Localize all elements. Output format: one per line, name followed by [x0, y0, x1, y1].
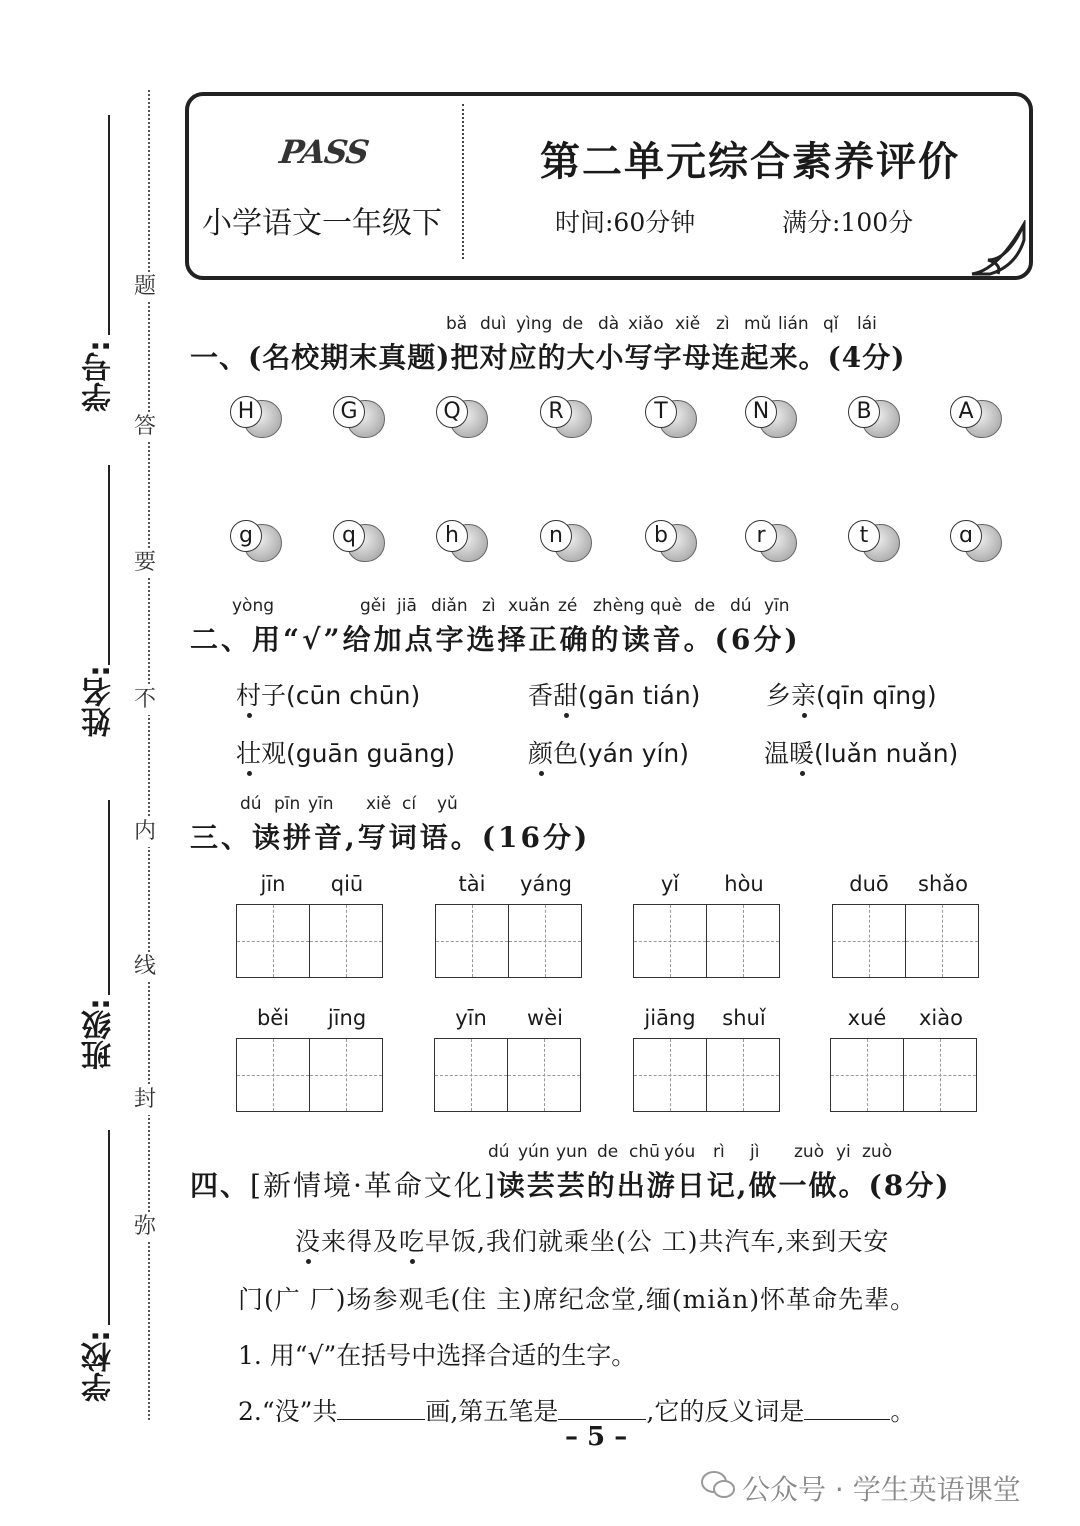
- writing-cell[interactable]: [903, 1038, 977, 1112]
- q2-pinyin: zé: [558, 596, 578, 616]
- seal-char: 内: [134, 817, 156, 847]
- q4-sub1: 1. 用“√”在括号中选择合适的生字。: [238, 1341, 637, 1370]
- uppercase-letter-bubble[interactable]: [333, 396, 385, 440]
- antonym-blank[interactable]: [804, 1419, 890, 1420]
- q1-pinyin: lián: [778, 314, 809, 334]
- reading-choice-item[interactable]: [236, 676, 420, 712]
- wechat-icon: [700, 1470, 736, 1500]
- grid-pinyin: jiāng: [644, 1006, 696, 1030]
- writing-cell[interactable]: [309, 1038, 383, 1112]
- dotted-char: 暖: [789, 739, 815, 768]
- uppercase-letter-bubble[interactable]: [436, 396, 488, 440]
- seal-char: 线: [134, 952, 156, 982]
- writing-cell[interactable]: [434, 1038, 508, 1112]
- lowercase-letter-bubble[interactable]: [436, 520, 488, 564]
- q4-pinyin: chū: [629, 1142, 660, 1162]
- lowercase-letter-bubble[interactable]: [333, 520, 385, 564]
- letter: n: [540, 520, 572, 552]
- q4-dot-char: 吃: [399, 1227, 426, 1256]
- writing-cell[interactable]: [236, 1038, 310, 1112]
- q4-sub2-text: 画,第五笔是: [425, 1397, 559, 1426]
- q4-pinyin: rì: [713, 1142, 725, 1162]
- q1-pinyin: zì: [716, 314, 730, 334]
- q4-pinyin: dú: [488, 1142, 510, 1162]
- q4-title-prefix: 四、: [190, 1169, 251, 1202]
- q2-pinyin: gěi: [360, 596, 386, 616]
- lowercase-letter-bubble[interactable]: [540, 520, 592, 564]
- writing-cell[interactable]: [633, 1038, 707, 1112]
- pinyin-options: (qīn qīng): [816, 681, 937, 710]
- grid-pinyin: běi: [256, 1006, 290, 1030]
- letter: ɑ: [950, 520, 982, 552]
- q1-pinyin: dà: [598, 314, 620, 334]
- stroke-count-blank[interactable]: [337, 1419, 425, 1420]
- q2-title: 二、用“√”给加点字选择正确的读音。(6分): [190, 623, 801, 656]
- grid-pinyin: jīn: [260, 872, 286, 896]
- q4-text: 早饭,我们就乘坐(公 工)共汽车,来到天安: [425, 1227, 890, 1256]
- seal-char: 不: [134, 685, 156, 715]
- q3-title: 三、读拼音,写词语。(16分): [190, 821, 591, 854]
- q4-paragraph-line2: 门(广 厂)场参观毛(住 主)席纪念堂,缅(miǎn)怀革命先辈。: [238, 1285, 917, 1314]
- q4-dot-char: 没: [295, 1227, 322, 1256]
- letter: r: [745, 520, 777, 552]
- pinyin-options: (cūn chūn): [286, 681, 421, 710]
- school-line: [108, 1130, 110, 1325]
- grid-pinyin: qiū: [330, 872, 364, 896]
- grid-pinyin: tài: [458, 872, 486, 896]
- q1-pinyin: xiě: [675, 314, 701, 334]
- letter: b: [645, 520, 677, 552]
- dotted-char: 壮: [236, 739, 262, 768]
- seal-char: 答: [134, 412, 156, 442]
- grid-pinyin: jīng: [327, 1006, 367, 1030]
- letter: G: [333, 396, 365, 428]
- writing-cell[interactable]: [832, 904, 906, 978]
- header-divider: [462, 104, 464, 259]
- subject-label: 小学语文一年级下: [202, 206, 442, 241]
- reading-choice-item[interactable]: [766, 676, 937, 712]
- fifth-stroke-blank[interactable]: [558, 1419, 646, 1420]
- writing-cell[interactable]: [508, 904, 582, 978]
- q4-pinyin: de: [597, 1142, 619, 1162]
- letter: A: [950, 396, 982, 428]
- full-score-label: 满分:100分: [782, 208, 914, 237]
- q4-pinyin: yi: [836, 1142, 851, 1162]
- letter: T: [645, 396, 677, 428]
- letter: H: [230, 396, 262, 428]
- q2-pinyin: zì: [482, 596, 496, 616]
- q3-pinyin: yǔ: [437, 794, 458, 814]
- q4-pinyin: zuò: [794, 1142, 825, 1162]
- class-label: 班级:: [82, 998, 117, 1070]
- q4-pinyin: yun: [556, 1142, 588, 1162]
- q3-pinyin: xiě: [366, 794, 392, 814]
- student-id-line: [108, 115, 110, 335]
- watermark: 公众号 · 学生英语课堂: [742, 1473, 1021, 1506]
- name-label: 姓名:: [82, 665, 117, 737]
- q2-pinyin: de: [694, 596, 716, 616]
- seal-char: 题: [134, 272, 156, 302]
- writing-cell[interactable]: [309, 904, 383, 978]
- writing-cell[interactable]: [830, 1038, 904, 1112]
- page-title: 第二单元综合素养评价: [540, 138, 960, 185]
- grid-pinyin: yīn: [455, 1006, 487, 1030]
- grid-pinyin: xiào: [919, 1006, 963, 1030]
- q1-pinyin: mǔ: [744, 314, 772, 334]
- lowercase-letter-bubble[interactable]: [950, 520, 1002, 564]
- writing-cell[interactable]: [435, 904, 509, 978]
- q2-pinyin: jiā: [397, 596, 417, 616]
- grid-pinyin: xué: [847, 1006, 887, 1030]
- seal-char: 封: [134, 1085, 156, 1115]
- q1-pinyin: bǎ: [446, 314, 468, 334]
- letter: Q: [436, 396, 468, 428]
- pinyin-options: (yán yín): [578, 739, 690, 768]
- uppercase-letter-bubble[interactable]: [848, 396, 900, 440]
- q1-pinyin: lái: [857, 314, 877, 334]
- q2-pinyin: dú: [730, 596, 752, 616]
- page-curl-icon: [968, 220, 1030, 278]
- q2-pinyin: xuǎn: [508, 596, 551, 616]
- pinyin-options: (gān tián): [578, 681, 701, 710]
- grid-pinyin: shǎo: [918, 872, 968, 896]
- word-char: 子: [261, 681, 287, 710]
- word-char: 色: [553, 739, 579, 768]
- q2-pinyin: zhèng: [593, 596, 645, 616]
- lowercase-letter-bubble[interactable]: [230, 520, 282, 564]
- reading-choice-item[interactable]: [528, 676, 700, 712]
- pinyin-options: (luǎn nuǎn): [814, 739, 959, 768]
- q2-pinyin: diǎn: [431, 596, 468, 616]
- dotted-char: 颜: [528, 739, 554, 768]
- dotted-char: 甜: [553, 681, 579, 710]
- lowercase-letter-bubble[interactable]: [745, 520, 797, 564]
- class-line: [108, 800, 110, 995]
- page-number: – 5 –: [565, 1422, 628, 1452]
- uppercase-letter-bubble[interactable]: [645, 396, 697, 440]
- q4-sub2-text: ,它的反义词是: [646, 1397, 805, 1426]
- q4-pinyin: yóu: [664, 1142, 696, 1162]
- word-char: 乡: [766, 681, 792, 710]
- q4-title-rest: 读芸芸的出游日记,做一做。(8分): [496, 1169, 951, 1202]
- word-char: 观: [261, 739, 287, 768]
- q1-title: 一、(名校期末真题)把对应的大小写字母连起来。(4分): [190, 341, 906, 374]
- letter: B: [848, 396, 880, 428]
- letter: h: [436, 520, 468, 552]
- q4-text: 来得及: [321, 1227, 400, 1256]
- grid-pinyin: yáng: [520, 872, 572, 896]
- reading-choice-item[interactable]: [528, 734, 689, 770]
- q2-pinyin: yīn: [764, 596, 790, 616]
- writing-cell[interactable]: [633, 904, 707, 978]
- letter: q: [333, 520, 365, 552]
- q4-pinyin: zuò: [862, 1142, 893, 1162]
- letter: g: [230, 520, 262, 552]
- student-id-label: 学号:: [82, 340, 117, 412]
- q4-sub2-text: 2.“没”共: [238, 1397, 338, 1426]
- uppercase-letter-bubble[interactable]: [540, 396, 592, 440]
- word-char: 温: [764, 739, 790, 768]
- uppercase-letter-bubble[interactable]: [230, 396, 282, 440]
- grid-pinyin: yǐ: [660, 872, 680, 896]
- letter: t: [848, 520, 880, 552]
- dotted-char: 亲: [791, 681, 817, 710]
- dotted-char: 村: [236, 681, 262, 710]
- time-label: 时间:60分钟: [555, 208, 696, 237]
- school-label: 学校:: [82, 1330, 117, 1402]
- letter: R: [540, 396, 572, 428]
- lowercase-letter-bubble[interactable]: [645, 520, 697, 564]
- writing-cell[interactable]: [706, 904, 780, 978]
- q1-pinyin: yìng: [516, 314, 553, 334]
- name-line: [108, 465, 110, 665]
- pass-logo: PASS: [277, 133, 371, 171]
- seal-char: 弥: [134, 1212, 156, 1242]
- q1-pinyin: xiǎo: [628, 314, 664, 334]
- reading-choice-item[interactable]: [236, 734, 455, 770]
- q3-pinyin: pīn: [274, 794, 301, 814]
- q3-pinyin: yīn: [308, 794, 334, 814]
- pinyin-options: (guān guāng): [286, 739, 456, 768]
- q4-pinyin: jì: [750, 1142, 760, 1162]
- writing-cell[interactable]: [236, 904, 310, 978]
- q1-pinyin: de: [562, 314, 584, 334]
- grid-pinyin: shuǐ: [722, 1006, 766, 1030]
- q4-title: [190, 1164, 951, 1204]
- q4-title-bracket: [新情境·革命文化]: [250, 1169, 497, 1202]
- writing-cell[interactable]: [706, 1038, 780, 1112]
- seal-char: 要: [134, 548, 156, 578]
- letter: N: [745, 396, 777, 428]
- uppercase-letter-bubble[interactable]: [745, 396, 797, 440]
- writing-cell[interactable]: [507, 1038, 581, 1112]
- word-char: 香: [528, 681, 554, 710]
- q4-sub2-text: 。: [890, 1397, 916, 1426]
- q2-pinyin: què: [650, 596, 683, 616]
- q3-pinyin: cí: [402, 794, 417, 814]
- q1-pinyin: qǐ: [823, 314, 839, 334]
- grid-pinyin: duō: [849, 872, 889, 896]
- uppercase-letter-bubble[interactable]: [950, 396, 1002, 440]
- q4-paragraph-line1: [295, 1222, 889, 1258]
- grid-pinyin: hòu: [724, 872, 764, 896]
- q3-pinyin: dú: [240, 794, 262, 814]
- reading-choice-item[interactable]: [764, 734, 958, 770]
- grid-pinyin: wèi: [527, 1006, 563, 1030]
- q4-pinyin: yún: [518, 1142, 550, 1162]
- q1-pinyin: duì: [480, 314, 507, 334]
- q2-pinyin: yòng: [232, 596, 275, 616]
- lowercase-letter-bubble[interactable]: [848, 520, 900, 564]
- writing-cell[interactable]: [905, 904, 979, 978]
